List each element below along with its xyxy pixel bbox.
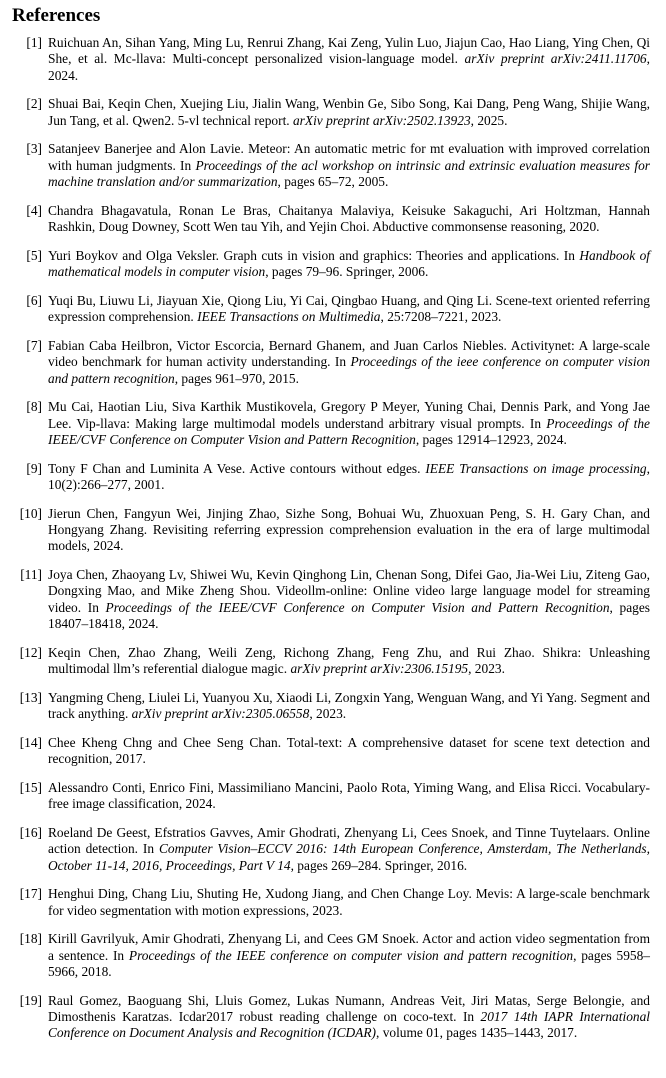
reference-entry xyxy=(12,886,650,919)
reference-entry xyxy=(12,338,650,387)
reference-venue: arXiv preprint arXiv:2305.06558 xyxy=(131,706,310,722)
reference-text xyxy=(48,461,650,494)
reference-venue: Handbook of mathematical models in computer vision xyxy=(48,247,650,280)
reference-text xyxy=(48,293,650,326)
reference-entry xyxy=(12,645,650,678)
reference-entry xyxy=(12,825,650,874)
reference-entry xyxy=(12,399,650,448)
reference-body: Roeland De Geest, Efstratios Gavves, Amir Ghodrati, Zhenyang Li, Cees Snoek, and Tinne Tuytelaars. Online action detection. In xyxy=(48,824,650,857)
reference-tail: , pages 269–284. Springer, 2016. xyxy=(290,857,468,873)
reference-venue: 2017 14th IAPR International Conference on Document Analysis and Recognition (ICDAR) xyxy=(48,1009,651,1041)
reference-label: [3] xyxy=(26,141,42,157)
reference-text xyxy=(48,203,650,236)
reference-tail: , pages 18407–18418, 2024. xyxy=(48,599,651,632)
reference-tail: , pages 79–96. Springer, 2006. xyxy=(265,264,429,280)
reference-text xyxy=(48,931,650,980)
reference-text xyxy=(48,35,650,84)
reference-body: Yangming Cheng, Liulei Li, Yuanyou Xu, Xiaodi Li, Zongxin Yang, Wenguan Wang, and Yi Yang. Segment and track anything. xyxy=(48,689,650,722)
reference-venue: Proceedings of the IEEE/CVF Conference on Computer Vision and Pattern Recognition xyxy=(48,415,650,448)
reference-entry xyxy=(12,293,650,326)
reference-tail: , 2023. xyxy=(309,706,347,722)
reference-entry xyxy=(12,96,650,129)
reference-tail: , pages 12914–12923, 2024. xyxy=(415,432,567,448)
reference-tail: , pages 5958–5966, 2018. xyxy=(48,947,650,980)
reference-label: [8] xyxy=(26,399,42,415)
reference-text xyxy=(48,141,650,190)
reference-tail: , pages 961–970, 2015. xyxy=(174,370,299,386)
reference-text xyxy=(48,780,650,813)
reference-venue: IEEE Transactions on image processing xyxy=(425,460,647,476)
reference-text xyxy=(48,96,650,129)
reference-tail: , 25:7208–7221, 2023. xyxy=(380,309,502,325)
reference-body: Keqin Chen, Zhao Zhang, Weili Zeng, Richong Zhang, Feng Zhu, and Rui Zhao. Shikra: Unleashing multimodal llm’s referential dialogue magic. xyxy=(48,644,650,677)
reference-entry xyxy=(12,35,650,84)
reference-entry xyxy=(12,203,650,236)
reference-entry xyxy=(12,248,650,281)
reference-body: Yuri Boykov and Olga Veksler. Graph cuts in vision and graphics: Theories and applications. In xyxy=(48,247,580,263)
reference-text xyxy=(48,248,650,281)
reference-label: [2] xyxy=(26,96,42,112)
reference-label: [7] xyxy=(26,337,42,353)
reference-venue: Proceedings of the ieee conference on computer vision and pattern recognition xyxy=(48,354,650,386)
reference-venue: Proceedings of the acl workshop on intrinsic and extrinsic evaluation measures for machine translation and/or summarization xyxy=(48,157,650,190)
section-heading: References xyxy=(12,5,101,26)
reference-body: Kirill Gavrilyuk, Amir Ghodrati, Zhenyang Li, and Cees GM Snoek. Actor and action video segmentation from a sentence. In xyxy=(48,931,650,963)
reference-label: [13] xyxy=(19,689,42,705)
reference-text xyxy=(48,735,650,768)
reference-tail: , 10(2):266–277, 2001. xyxy=(48,460,650,493)
reference-body: Chandra Bhagavatula, Ronan Le Bras, Chaitanya Malaviya, Keisuke Sakaguchi, Ari Holtzman, Hannah Rashkin, Doug Downey, Scott Wen tau Yih, and Yejin Choi. Abductive commonsense reasoning, 2020. xyxy=(48,202,650,235)
reference-label: [6] xyxy=(26,292,42,308)
reference-label: [14] xyxy=(19,734,42,750)
reference-tail: , 2024. xyxy=(48,51,650,83)
reference-body: Tony F Chan and Luminita A Vese. Active contours without edges. xyxy=(48,460,426,476)
reference-text xyxy=(48,886,650,919)
reference-label: [16] xyxy=(19,824,42,840)
reference-body: Joya Chen, Zhaoyang Lv, Shiwei Wu, Kevin Qinghong Lin, Chenan Song, Difei Gao, Jia-Wei Liu, Ziteng Gao, Dongxing Mao, and Mike Zheng Shou. Videollm-online: Online video large language model for streaming video. In xyxy=(48,567,650,615)
reference-entry xyxy=(12,461,650,494)
reference-text xyxy=(48,645,650,678)
reference-label: [10] xyxy=(19,505,42,521)
reference-tail: , 2025. xyxy=(470,112,508,128)
reference-entry xyxy=(12,506,650,555)
reference-body: Chee Kheng Chng and Chee Seng Chan. Total-text: A comprehensive dataset for scene text detection and recognition, 2017. xyxy=(48,734,650,767)
reference-label: [9] xyxy=(26,460,42,476)
reference-entry xyxy=(12,141,650,190)
reference-body: Henghui Ding, Chang Liu, Shuting He, Xudong Jiang, and Chen Change Loy. Mevis: A large-scale benchmark for video segmentation with motion expressions, 2023. xyxy=(48,886,650,918)
reference-venue: arXiv preprint arXiv:2306.15195 xyxy=(290,661,469,677)
reference-text xyxy=(48,338,650,387)
reference-venue: IEEE Transactions on Multimedia xyxy=(197,309,381,325)
reference-venue: arXiv preprint arXiv:2502.13923 xyxy=(292,112,471,128)
reference-body: Jierun Chen, Fangyun Wei, Jinjing Zhao, Sizhe Song, Bohuai Wu, Zhuoxuan Peng, S. H. Gary Chan, and Hongyang Zhang. Revisiting referring expression comprehension evaluation in the era of large multimodal models, 2024. xyxy=(48,505,650,554)
reference-text xyxy=(48,993,650,1042)
reference-label: [12] xyxy=(19,644,42,660)
reference-body: Shuai Bai, Keqin Chen, Xuejing Liu, Jialin Wang, Wenbin Ge, Sibo Song, Kai Dang, Peng Wang, Shijie Wang, Jun Tang, et al. Qwen2. 5-vl technical report. xyxy=(48,96,650,128)
reference-venue: Computer Vision–ECCV 2016: 14th European Conference, Amsterdam, The Netherlands, October 11-14, 2016, Proceedings, Part V 14 xyxy=(48,841,650,873)
reference-entry xyxy=(12,993,650,1042)
reference-body: Fabian Caba Heilbron, Victor Escorcia, Bernard Ghanem, and Juan Carlos Niebles. Activitynet: A large-scale video benchmark for human activity understanding. In xyxy=(48,337,650,370)
reference-entry xyxy=(12,735,650,768)
reference-text xyxy=(48,506,650,555)
reference-label: [11] xyxy=(20,567,42,583)
reference-venue: Proceedings of the IEEE conference on computer vision and pattern recognition xyxy=(128,947,574,963)
reference-text xyxy=(48,825,650,874)
reference-body: Yuqi Bu, Liuwu Li, Jiayuan Xie, Qiong Liu, Yi Cai, Qingbao Huang, and Qing Li. Scene-text oriented referring expression comprehension. xyxy=(48,292,650,325)
reference-text xyxy=(48,690,650,723)
reference-entry xyxy=(12,931,650,980)
reference-venue: Proceedings of the IEEE/CVF Conference on Computer Vision and Pattern Recognition xyxy=(105,599,610,615)
reference-body: Raul Gomez, Baoguang Shi, Lluis Gomez, Lukas Numann, Andreas Veit, Jiri Matas, Serge Belongie, and Dimosthenis Karatzas. Icdar2017 robust reading challenge on coco-text. In xyxy=(48,992,650,1025)
reference-tail: , volume 01, pages 1435–1443, 2017. xyxy=(376,1025,578,1041)
reference-label: [4] xyxy=(26,202,42,218)
reference-text xyxy=(48,399,650,448)
reference-body: Mu Cai, Haotian Liu, Siva Karthik Mustikovela, Gregory P Meyer, Yuning Chai, Dennis Park, and Yong Jae Lee. Vip-llava: Making large multimodal models understand arbitrary visual prompts. In xyxy=(48,399,650,431)
reference-venue: arXiv preprint arXiv:2411.11706 xyxy=(464,51,647,67)
reference-list xyxy=(12,35,650,1042)
reference-label: [17] xyxy=(19,886,42,902)
reference-entry xyxy=(12,690,650,723)
reference-label: [19] xyxy=(19,992,42,1008)
reference-label: [18] xyxy=(19,931,42,947)
reference-entry xyxy=(12,567,650,633)
reference-body: Ruichuan An, Sihan Yang, Ming Lu, Renrui Zhang, Kai Zeng, Yulin Luo, Jiajun Cao, Hao Liang, Ying Chen, Qi She, et al. Mc-llava: Multi-concept personalized vision-language model. xyxy=(48,35,650,67)
reference-label: [15] xyxy=(19,779,42,795)
reference-label: [5] xyxy=(26,247,42,263)
reference-body: Alessandro Conti, Enrico Fini, Massimiliano Mancini, Paolo Rota, Yiming Wang, and Elisa Ricci. Vocabulary-free image classification, 2024. xyxy=(48,779,650,812)
reference-text xyxy=(48,567,650,633)
reference-tail: , pages 65–72, 2005. xyxy=(277,174,389,190)
reference-tail: , 2023. xyxy=(468,661,505,677)
reference-body: Satanjeev Banerjee and Alon Lavie. Meteor: An automatic metric for mt evaluation with improved correlation with human judgments. In xyxy=(48,141,650,173)
reference-entry xyxy=(12,780,650,813)
reference-label: [1] xyxy=(26,35,42,50)
